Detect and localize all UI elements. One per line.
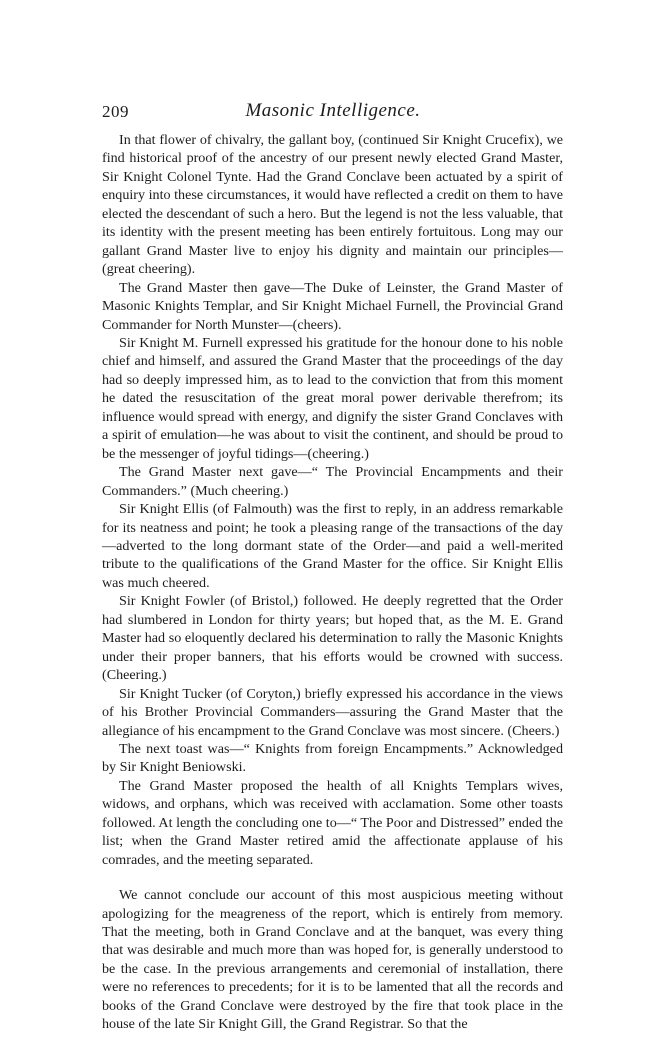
paragraph-toast-leinster: The Grand Master then gave—The Duke of Leinster, the Grand Master of Masonic Knights Templar, and Sir Knight Michael Furnell, the Provincial Grand Commander for North Munster—(cheers). [102, 279, 563, 333]
paragraph-crucefix-speech: In that flower of chivalry, the gallant boy, (continued Sir Knight Crucefix), we find historical proof of the ancestry of our present newly elected Grand Master, Sir Knight Colonel Tynte. Had the Grand Conclave been actuated by a spirit of enquiry into these circumstances, it would have reflected a credit on them to have elected the descendant of such a hero. But the legend is not the less valuable, that its identity with the present meeting has been entirely fortuitous. Long may our gallant Grand Master live to enjoy his dignity and maintain our principles—(great cheering). [102, 132, 563, 278]
paragraph-tucker-reply: Sir Knight Tucker (of Coryton,) briefly expressed his accordance in the views of his Brother Provincial Commanders—assuring the Grand Master that the allegiance of his encampment to the Grand Conclave was most sincere. (Cheers.) [102, 685, 563, 739]
paragraph-fowler-reply: Sir Knight Fowler (of Bristol,) followed. He deeply regretted that the Order had slumbered in London for thirty years; but hoped that, as the M. E. Grand Master had so eloquently declared his determination to rally the Masonic Knights under their proper banners, that his efforts would be crowned with success. (Cheering.) [102, 593, 563, 684]
paragraph-conclusion: We cannot conclude our account of this most auspicious meeting without apologizing for the meagreness of the report, which is entirely from memory. That the meeting, both in Grand Conclave and at the banquet, was every thing that was desirable and much more than was hoped for, is generally understood to be the case. In the previous arrangements and ceremonial of installation, there were no references to precedents; for it is to be lamented that all the records and books of the Grand Conclave were destroyed by the fire that took place in the house of the late Sir Knight Gill, the Grand Registrar. So that the [102, 887, 563, 1033]
article-body [102, 131, 563, 1034]
page-number: 209 [102, 102, 129, 121]
running-title: Masonic Intelligence. [245, 100, 421, 121]
page-header [102, 100, 564, 126]
paragraph-ellis-reply: Sir Knight Ellis (of Falmouth) was the first to reply, in an address remarkable for its neatness and point; he took a pleasing range of the transactions of the day—adverted to the long dormant state of the Order—and paid a well-merited tribute to the qualifications of the Grand Master for the office. Sir Knight Ellis was much cheered. [102, 501, 563, 591]
paragraph-toast-wives: The Grand Master proposed the health of all Knights Templars wives, widows, and orphans, which was received with acclamation. Some other toasts followed. At length the concluding one to—“ The Poor and Distressed” ended the list; when the Grand Master retired amid the affectionate applause of his comrades, and the meeting separated. [102, 777, 563, 868]
paragraph-toast-foreign: The next toast was—“ Knights from foreign Encampments.” Acknowledged by Sir Knight Beniowski. [102, 740, 563, 776]
paragraph-toast-provincial: The Grand Master next gave—“ The Provincial Encampments and their Commanders.” (Much cheering.) [102, 464, 563, 499]
paragraph-furnell-reply: Sir Knight M. Furnell expressed his gratitude for the honour done to his noble chief and himself, and assured the Grand Master that the proceedings of the day had so deeply impressed him, as to lead to the conviction that from this moment he dated the resuscitation of the great moral power derivable therefrom; its influence would spread with energy, and dignify the sister Grand Conclaves with a spirit of emulation—he was about to visit the continent, and should be proud to be the messenger of joyful tidings—(cheering.) [102, 334, 563, 462]
